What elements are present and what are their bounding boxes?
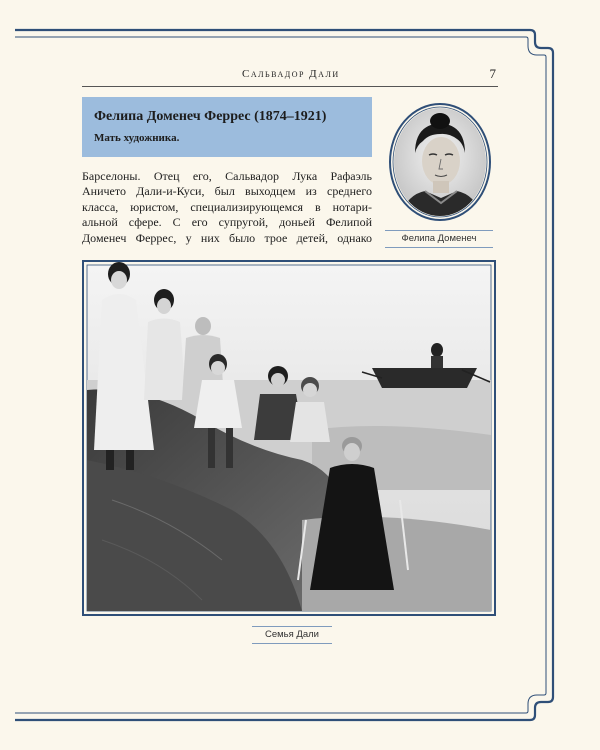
page-number: 7 xyxy=(489,66,496,81)
caption-box xyxy=(82,97,372,157)
body-line: класса, юристом, специализирующемся в нотари- xyxy=(82,199,372,214)
running-head: Сальвадор Дали xyxy=(242,68,340,80)
portrait-caption: Фелипа Доменеч xyxy=(385,230,493,248)
portrait-photo xyxy=(389,103,491,221)
body-text xyxy=(82,169,372,246)
family-photo xyxy=(82,260,496,616)
caption-box-name: Фелипа Доменеч Феррес (1874–1921) xyxy=(94,109,327,124)
photo-caption: Семья Дали xyxy=(252,626,332,644)
body-line: Доменеч Феррес, у них было трое детей, однако xyxy=(82,230,372,245)
caption-box-role: Мать художника. xyxy=(94,132,180,144)
body-line: Аничето Дали-и-Куси, был выходцем из среднего xyxy=(82,184,372,199)
page-header xyxy=(82,66,498,86)
body-line: Барселоны. Отец его, Сальвадор Лука Рафаэль xyxy=(82,169,372,183)
header-rule xyxy=(82,86,498,87)
body-line: альной сфере. С его супругой, доньей Фелипой xyxy=(82,215,372,230)
